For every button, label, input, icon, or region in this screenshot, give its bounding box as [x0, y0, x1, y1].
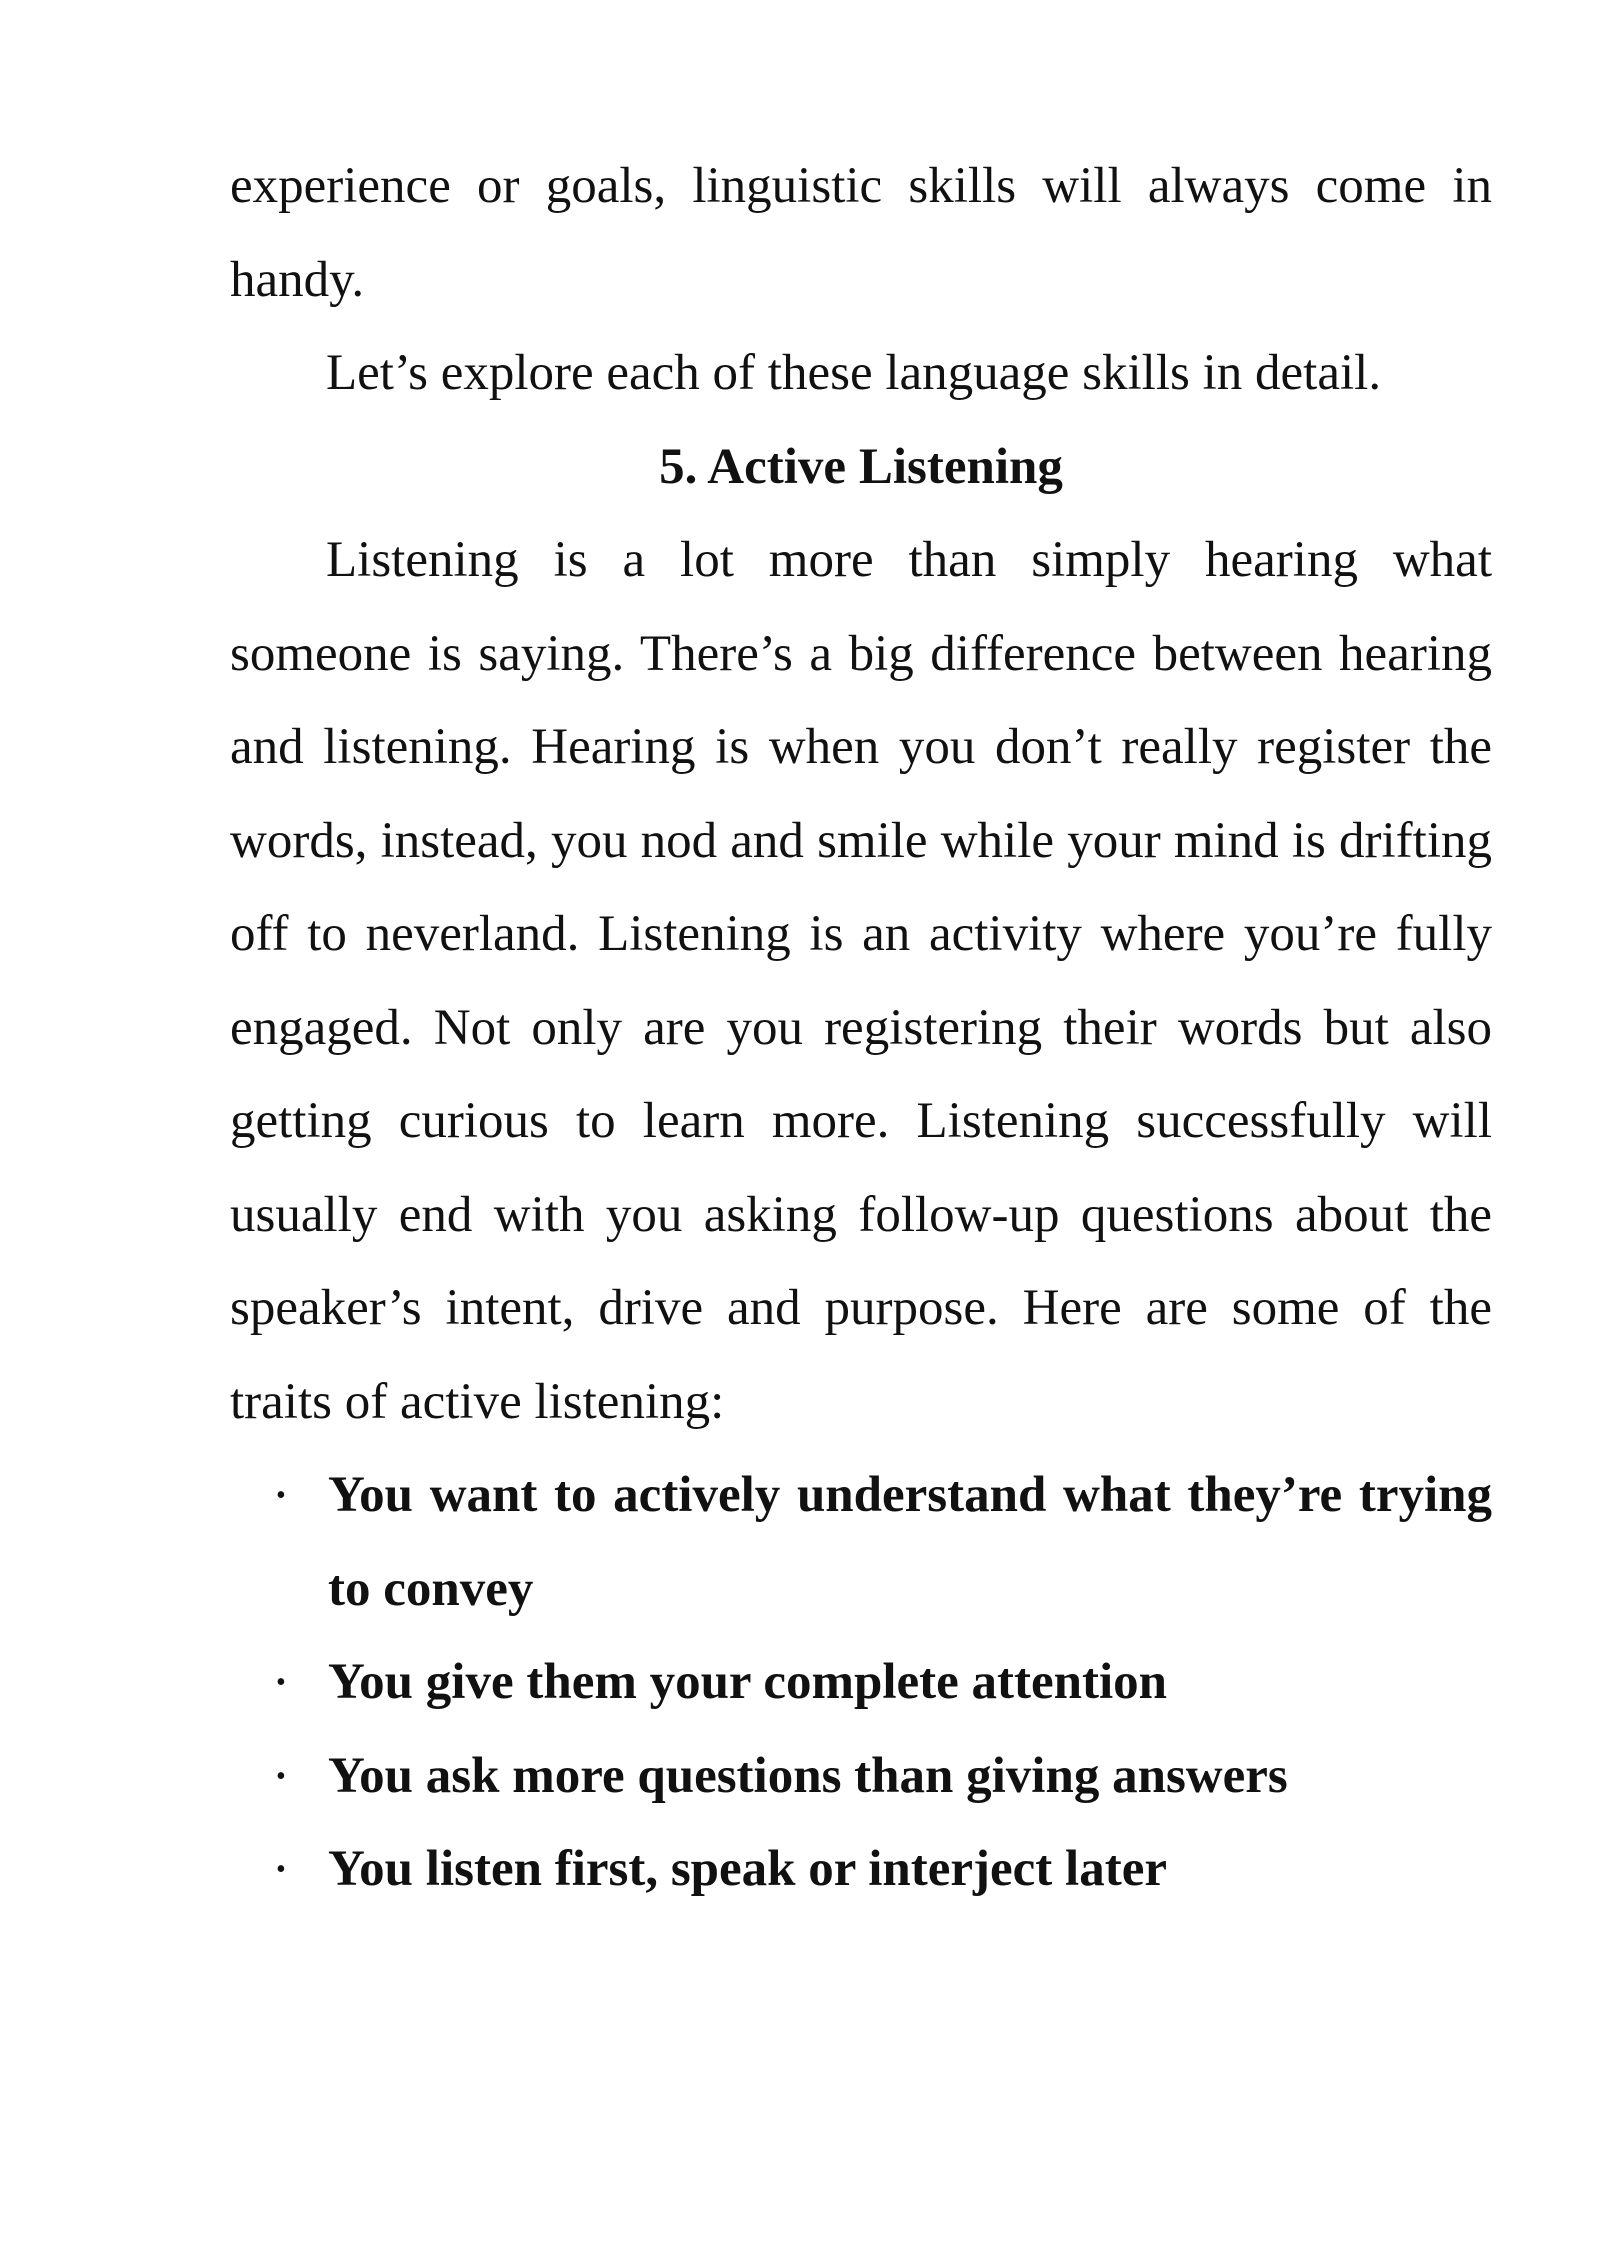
bullet-icon: •	[276, 1854, 286, 1885]
bullet-icon: •	[276, 1667, 286, 1698]
trait-text: You listen first, speak or interject later	[328, 1841, 1167, 1897]
list-item	[230, 1449, 1492, 1636]
list-item	[230, 1823, 1492, 1917]
traits-list	[230, 1449, 1492, 1917]
page-content	[230, 140, 1492, 1917]
body-paragraph: Listening is a lot more than simply hearing what someone is saying. There’s a big difference between hearing and listening. Hearing is when you don’t really register the words, instead, you nod and smile while your mind is drifting off to neverland. Listening is an activity where you’re fully engaged. Not only are you registering their words but also getting curious to learn more. Listening successfully will usually end with you asking follow-up questions about the speaker’s intent, drive and purpose. Here are some of the traits of active listening:	[230, 532, 1492, 1430]
trait-text: You ask more questions than giving answers	[328, 1747, 1288, 1804]
bullet-icon: •	[276, 1760, 286, 1792]
trait-text: You want to actively understand what they’re trying to convey	[328, 1467, 1492, 1617]
list-item	[230, 1730, 1492, 1824]
bullet-icon: •	[276, 1480, 286, 1511]
list-item	[230, 1636, 1492, 1730]
section-heading: 5. Active Listening	[659, 438, 1063, 495]
intro-paragraph: Let’s explore each of these language skills in detail.	[326, 345, 1382, 401]
continuation-paragraph: experience or goals, linguistic skills will always come in handy.	[230, 158, 1492, 308]
trait-text: You give them your complete attention	[328, 1654, 1168, 1710]
